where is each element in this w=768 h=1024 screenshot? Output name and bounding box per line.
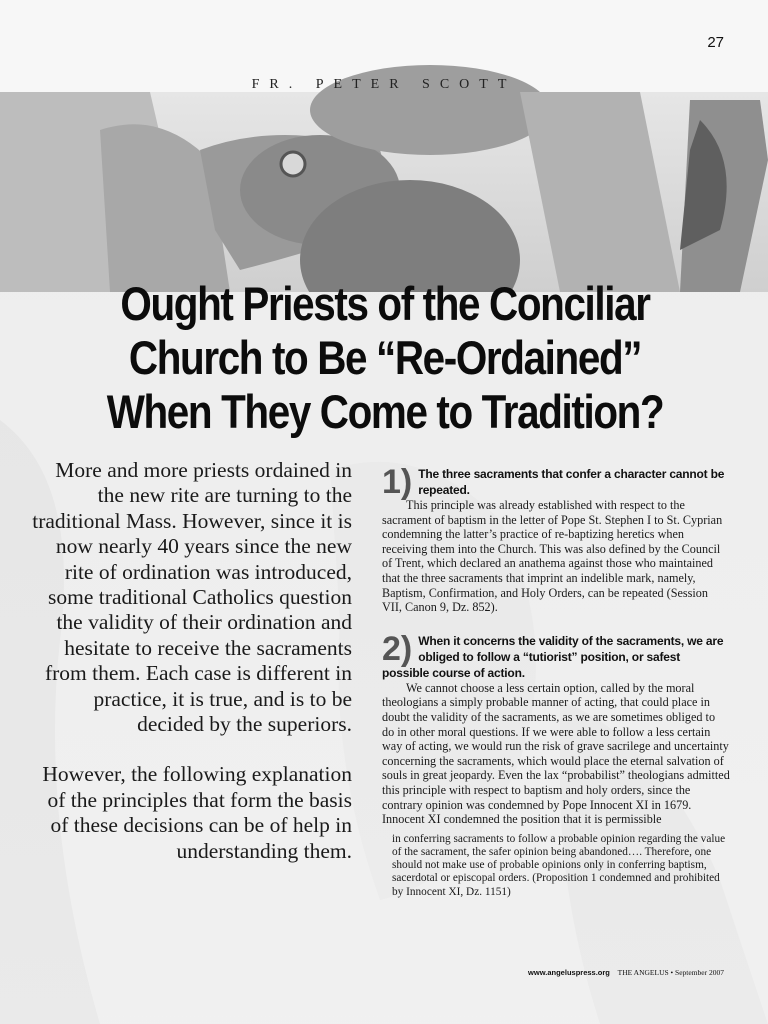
section-body: This principle was already established with respect to the sacrament of baptism in the letter of Pope St. Stephen I to St. Cyprian condemning the latter’s practice of re-baptizing heretics when receiving them into the Church. This was also defined by the Council of Trent, which declared an anathema against those who maintained that the three sacraments that imprint an indelible mark, namely, Baptism, Confirmation, and Holy Orders, can be repeated (Session VII, Canon 9, Dz. 852). [382,498,723,615]
section-1 [382,463,730,615]
intro-paragraph: More and more priests ordained in the new rite are turning to the traditional Mass. However, since it is now nearly 40 years since the new rite of ordination was introduced, some traditional Catholics question the validity of their ordination and hesitate to receive the sacraments from them. Each case is different in practice, it is true, and is to be decided by the superiors. [32,458,352,737]
section-body: We cannot choose a less certain option, called by the moral theologians a simply probable manner of acting, that could place in doubt the validity of the sacraments, as we are sometimes obliged to do in other moral questions. If we were able to follow a less certain way of acting, we would run the risk of grave sacrilege and uncertainty concerning the sacraments, which would place the eternal salvation of souls in great jeopardy. Even the lax “probabilist” theologians admitted this principle with respect to baptism and holy orders, since the contrary opinion was condemned by Pope Innocent XI in 1679. Innocent XI condemned the position that it is permissible [382,680,730,827]
section-number: 1) [382,463,413,501]
block-quote: in conferring sacraments to follow a probable opinion regarding the value of the sacrament, the safer opinion being abandoned…. Therefore, one should not make use of probable opinions only in conferring baptism, sacerdotal or episcopal orders. (Proposition 1 condemned and prohibited by Innocent XI, Dz. 1151) [392,832,726,898]
author-byline: FR. PETER SCOTT [251,77,517,92]
section-heading: The three sacraments that confer a character cannot be repeated. [418,467,725,497]
footer-publication: THE ANGELUS • September 2007 [617,968,724,977]
body-column [382,463,730,899]
page-footer [528,968,724,977]
footer-url: www.angeluspress.org [528,968,610,977]
page-number: 27 [707,34,724,51]
article-title: Ought Priests of the Conciliar Church to Be “Re-Ordained” When They Come to Tradition? [106,277,664,438]
section-number: 2) [382,629,413,668]
section-2 [382,629,730,899]
intro-column [32,458,352,864]
intro-paragraph: However, the following explanation of the principles that form the basis of these decisions can be of help in understanding them. [42,762,352,863]
section-heading: When it concerns the validity of the sacraments, we are obliged to follow a “tutiorist” position, or safest possible course of action. [382,633,724,680]
